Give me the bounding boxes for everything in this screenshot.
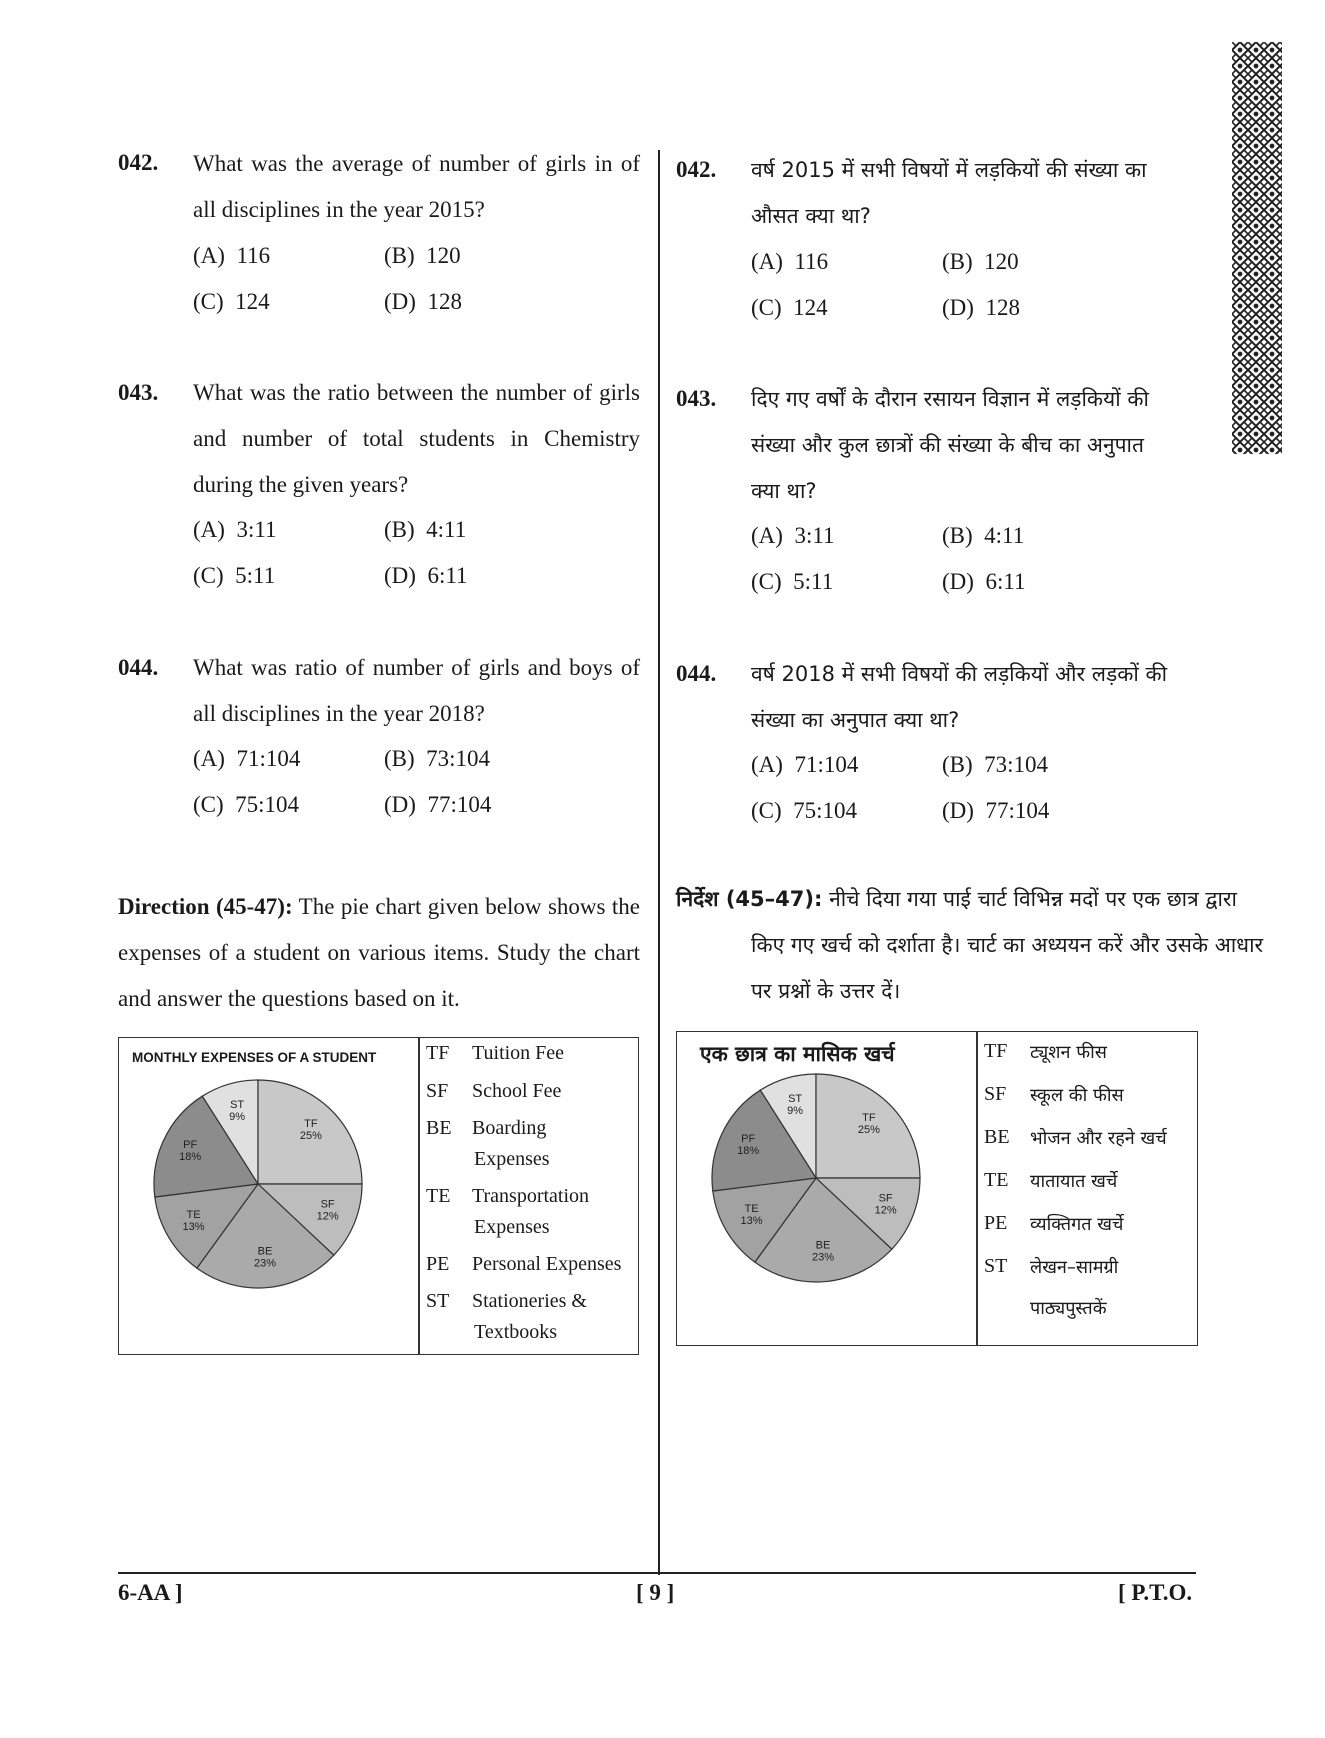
question-text: What was the average of number of girls in of all disciplines in the year 2015? — [193, 151, 640, 222]
option: (B) 120 — [942, 249, 1019, 274]
option: (A) 116 — [193, 243, 271, 268]
pie-label-sf: SF 12% — [316, 1198, 339, 1223]
option: (A) 71:104 — [751, 752, 859, 777]
pie-label-st: ST 9% — [229, 1099, 246, 1124]
option: (C) 75:104 — [193, 792, 300, 817]
option: (B) 4:11 — [942, 523, 1025, 548]
option: (A) 71:104 — [193, 746, 301, 771]
question-text: वर्ष 2018 में सभी विषयों की लड़कियों और लड़कों की संख्या का अनुपात क्या था? — [751, 662, 1168, 732]
pie-label-tf: TF 25% — [857, 1112, 880, 1137]
pie-label-pf: PF 18% — [179, 1139, 202, 1164]
direction-label: निर्देश (45–47): — [676, 887, 823, 911]
chart-title: एक छात्र का मासिक खर्च — [700, 1042, 895, 1066]
question-text: वर्ष 2015 में सभी विषयों में लड़कियों की संख्या का औसत क्या था? — [751, 158, 1147, 228]
question-text: What was ratio of number of girls and boys of all disciplines in the year 2018? — [193, 655, 640, 726]
option: (D) 77:104 — [942, 798, 1050, 823]
chart-box-divider — [418, 1038, 420, 1354]
pie-label-be: BE 23% — [253, 1245, 277, 1270]
question-text: What was the ratio between the number of girls and number of total students in Chemistry during the given years? — [193, 380, 640, 497]
question-number: 044. — [118, 655, 159, 680]
option: (C) 124 — [751, 295, 828, 320]
option: (D) 6:11 — [942, 569, 1026, 594]
option: (B) 73:104 — [942, 752, 1049, 777]
pie-chart — [148, 1076, 378, 1296]
direction-paragraph — [676, 876, 1271, 1014]
option: (B) 4:11 — [384, 517, 467, 542]
question-number: 042. — [676, 157, 717, 182]
option: (D) 128 — [942, 295, 1020, 320]
question-number: 043. — [676, 386, 717, 411]
chart-title: MONTHLY EXPENSES OF A STUDENT — [132, 1050, 377, 1065]
pie-label-st: ST 9% — [787, 1093, 804, 1118]
pie-label-pf: PF 18% — [737, 1133, 760, 1158]
pie-label-be: BE 23% — [811, 1239, 835, 1264]
option: (C) 5:11 — [751, 569, 834, 594]
direction-text: The pie chart given below shows the expenses of a student on various items. Study the chart and answer the questions based on it. — [118, 894, 640, 1011]
pto-label: [ P.T.O. — [1118, 1580, 1193, 1605]
question-number: 044. — [676, 661, 717, 686]
option: (D) 77:104 — [384, 792, 492, 817]
option: (C) 5:11 — [193, 563, 276, 588]
chart-box-divider — [976, 1032, 978, 1345]
option: (C) 124 — [193, 289, 270, 314]
option: (A) 3:11 — [193, 517, 277, 542]
pie-label-sf: SF 12% — [874, 1192, 897, 1217]
option: (A) 3:11 — [751, 523, 835, 548]
footer-rule — [118, 1572, 1196, 1574]
footer-left-code: 6-AA ] — [118, 1580, 183, 1605]
page-number: [ 9 ] — [636, 1580, 675, 1605]
option: (B) 120 — [384, 243, 461, 268]
direction-paragraph — [118, 884, 640, 1022]
pie-label-te: TE 13% — [182, 1209, 205, 1234]
question-number: 043. — [118, 380, 159, 405]
direction-label: Direction (45-47): — [118, 894, 293, 919]
option: (D) 6:11 — [384, 563, 468, 588]
option: (D) 128 — [384, 289, 462, 314]
option: (B) 73:104 — [384, 746, 491, 771]
ornament-border — [1232, 42, 1282, 454]
column-divider — [658, 150, 660, 1575]
pie-label-tf: TF 25% — [299, 1118, 322, 1143]
option: (C) 75:104 — [751, 798, 858, 823]
direction-text: नीचे दिया गया पाई चार्ट विभिन्न मदों पर एक छात्र द्वारा किए गए खर्च को दर्शाता है। चार्ट का अध्ययन करें और उसके आधार पर प्रश्नों के उत्तर दें। — [751, 887, 1264, 1003]
pie-chart — [706, 1070, 936, 1290]
question-number: 042. — [118, 150, 159, 175]
question-text: दिए गए वर्षों के दौरान रसायन विज्ञान में लड़कियों की संख्या और कुल छात्रों की संख्या के बीच का अनुपात क्या था? — [751, 387, 1149, 503]
option: (A) 116 — [751, 249, 829, 274]
pie-label-te: TE 13% — [740, 1203, 763, 1228]
